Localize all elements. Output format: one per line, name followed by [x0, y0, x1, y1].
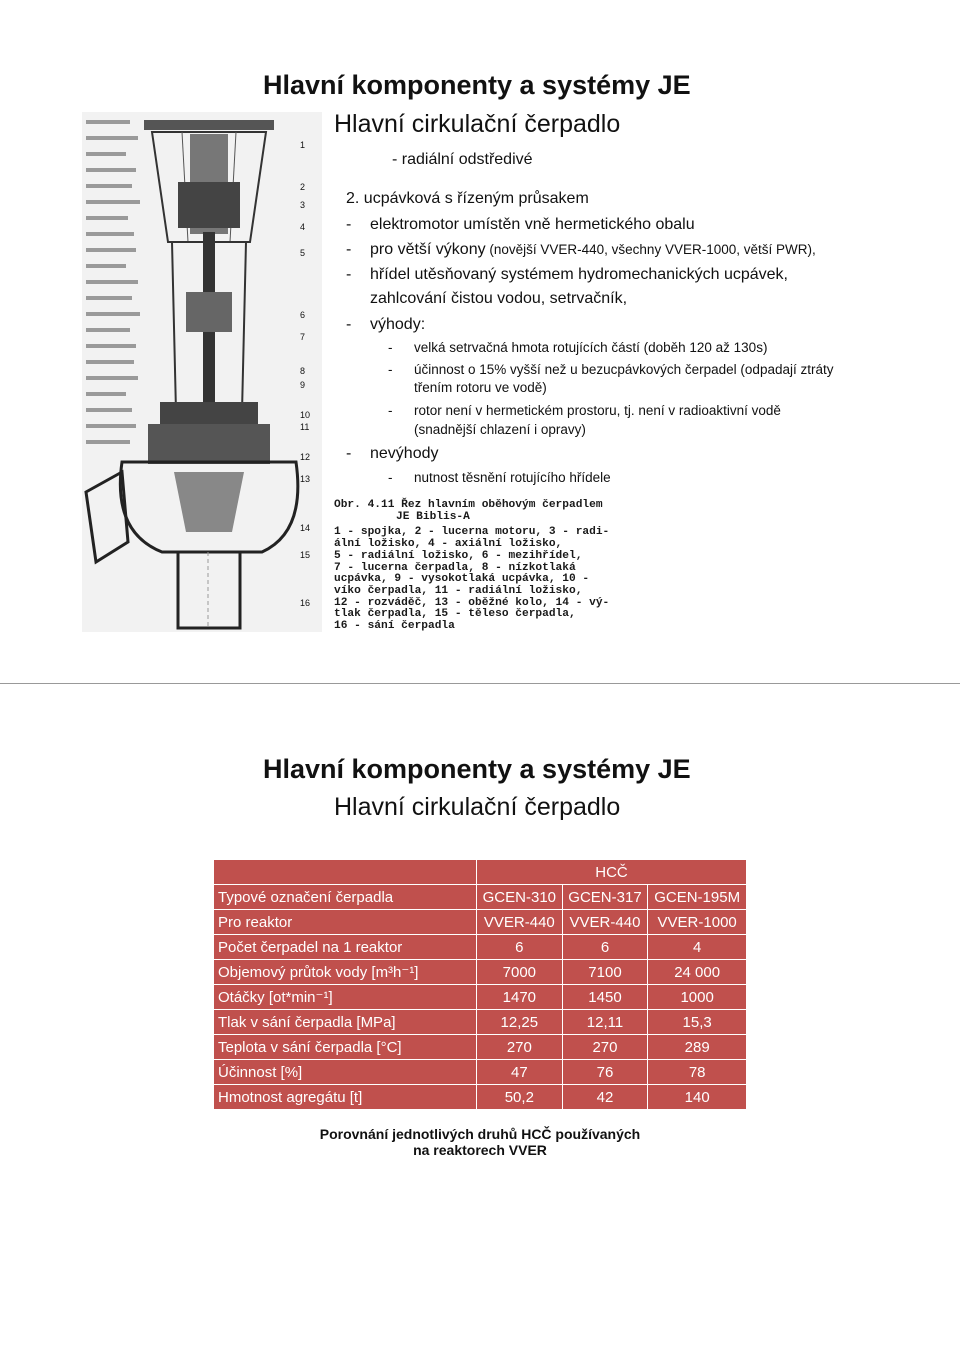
- pump-type-line: - radiální odstředivé: [392, 151, 533, 168]
- cell: GCEN-310: [477, 885, 563, 910]
- part-number: 6: [300, 310, 306, 320]
- cell: 140: [648, 1085, 747, 1110]
- part-number: 14: [300, 523, 311, 533]
- cell: 50,2: [477, 1085, 563, 1110]
- row-label: Hmotnost agregátu [t]: [214, 1085, 477, 1110]
- cell: 270: [477, 1035, 563, 1060]
- part-number: 10: [300, 410, 311, 420]
- slide2-title: Hlavní komponenty a systémy JE: [263, 754, 691, 784]
- page-divider: [0, 683, 960, 684]
- table-caption-line2: na reaktorech VVER: [413, 1142, 547, 1158]
- table-row: [214, 1060, 747, 1085]
- bullet-item: - elektromotor umístěn vně hermetického obalu: [346, 216, 695, 233]
- table-row: [214, 1035, 747, 1060]
- cell: 24 000: [648, 960, 747, 985]
- slide1-subtitle: Hlavní cirkulační čerpadlo: [334, 110, 621, 138]
- row-label: Otáčky [ot*min⁻¹]: [214, 985, 477, 1010]
- row-label: Teplota v sání čerpadla [°C]: [214, 1035, 477, 1060]
- part-number: 12: [300, 452, 311, 462]
- part-number: 3: [300, 200, 306, 210]
- cell: 1450: [562, 985, 648, 1010]
- advantage-item: - velká setrvačná hmota rotujících částí (doběh 120 až 130s): [388, 340, 768, 355]
- disadvantage-item: - nutnost těsnění rotujícího hřídele: [388, 470, 611, 485]
- row-label: Tlak v sání čerpadla [MPa]: [214, 1010, 477, 1035]
- cell: GCEN-195M: [648, 885, 747, 910]
- table-row: [214, 910, 747, 935]
- part-number: 7: [300, 332, 306, 342]
- table-row: [214, 960, 747, 985]
- cell: 12,11: [562, 1010, 648, 1035]
- cell: 4: [648, 935, 747, 960]
- bullet-item-continuation: zahlcování čistou vodou, setrvačník,: [370, 290, 628, 307]
- table-row: [214, 935, 747, 960]
- cell: 47: [477, 1060, 563, 1085]
- part-number: 11: [300, 422, 310, 432]
- row-label: Počet čerpadel na 1 reaktor: [214, 935, 477, 960]
- slide2-subtitle: Hlavní cirkulační čerpadlo: [334, 793, 621, 821]
- cell: 7000: [477, 960, 563, 985]
- advantages-label: - výhody:: [346, 316, 426, 333]
- table-row: [214, 1085, 747, 1110]
- part-number: 15: [300, 550, 311, 560]
- advantage-item-continuation: třením rotoru ve vodě): [414, 380, 547, 395]
- cell: 76: [562, 1060, 648, 1085]
- cell: 78: [648, 1060, 747, 1085]
- cell: GCEN-317: [562, 885, 648, 910]
- row-label: Účinnost [%]: [214, 1060, 477, 1085]
- advantage-item: - účinnost o 15% vyšší než u bezucpávkových čerpadel (odpadají ztráty: [388, 362, 834, 377]
- part-number: 9: [300, 380, 306, 390]
- cell: 289: [648, 1035, 747, 1060]
- part-number: 13: [300, 474, 311, 484]
- cell: 6: [477, 935, 563, 960]
- bullet-item: - hřídel utěsňovaný systémem hydromechanických ucpávek,: [346, 266, 788, 283]
- pump-cross-section-figure: [82, 112, 322, 632]
- part-number: 5: [300, 248, 306, 258]
- cell: 7100: [562, 960, 648, 985]
- cell: 6: [562, 935, 648, 960]
- part-number: 8: [300, 366, 306, 376]
- cell: 42: [562, 1085, 648, 1110]
- disadvantages-label: - nevýhody: [346, 445, 439, 462]
- table-row: [214, 885, 747, 910]
- table-row: [214, 985, 747, 1010]
- cell: VVER-440: [477, 910, 563, 935]
- part-number: 4: [300, 222, 306, 232]
- part-number: 1: [300, 140, 306, 150]
- table-header-empty: [214, 860, 477, 885]
- cell: VVER-1000: [648, 910, 747, 935]
- table-caption-line1: Porovnání jednotlivých druhů HCČ používaných: [319, 1126, 641, 1142]
- part-number: 16: [300, 598, 311, 608]
- cell: VVER-440: [562, 910, 648, 935]
- advantage-item: - rotor není v hermetickém prostoru, tj. není v radioaktivní vodě: [388, 403, 781, 418]
- cell: 12,25: [477, 1010, 563, 1035]
- row-label: Objemový průtok vody [m³h⁻¹]: [214, 960, 477, 985]
- table-group-header: HCČ: [477, 860, 747, 885]
- part-number: 2: [300, 182, 306, 192]
- seal-heading: 2. ucpávková s řízeným průsakem: [346, 190, 589, 207]
- advantage-item-continuation: (snadnější chlazení i opravy): [414, 422, 586, 437]
- bullet-item: - pro větší výkony (novější VVER-440, všechny VVER-1000, větší PWR),: [346, 241, 816, 258]
- pump-comparison-table: [213, 859, 747, 1110]
- cell: 270: [562, 1035, 648, 1060]
- cell: 1000: [648, 985, 747, 1010]
- table-header-row: [214, 860, 747, 885]
- figure-caption: Obr. 4.11 Řez hlavním oběhovým čerpadlem JE Biblis-A 1 - spojka, 2 - lucerna motoru, 3 - radi- ální ložisko, 4 - axiální ložisko, 5 - radiální ložisko, 6 - mezihřídel, 7 - lucerna čerpadla, 8 - nízkotlaká ucpávka, 9 - vysokotlaká ucpávka, 10 - víko čerpadla, 11 - radiální ložisko, 12 - rozváděč, 13 - oběžné kolo, 14 - vý- tlak čerpadla, 15 - těleso čerpadla, 16 - sání čerpadla: [334, 499, 610, 633]
- row-label: Typové označení čerpadla: [214, 885, 477, 910]
- cell: 1470: [477, 985, 563, 1010]
- cell: 15,3: [648, 1010, 747, 1035]
- slide1-title: Hlavní komponenty a systémy JE: [263, 70, 691, 100]
- row-label: Pro reaktor: [214, 910, 477, 935]
- table-caption: [280, 1126, 680, 1158]
- table-row: [214, 1010, 747, 1035]
